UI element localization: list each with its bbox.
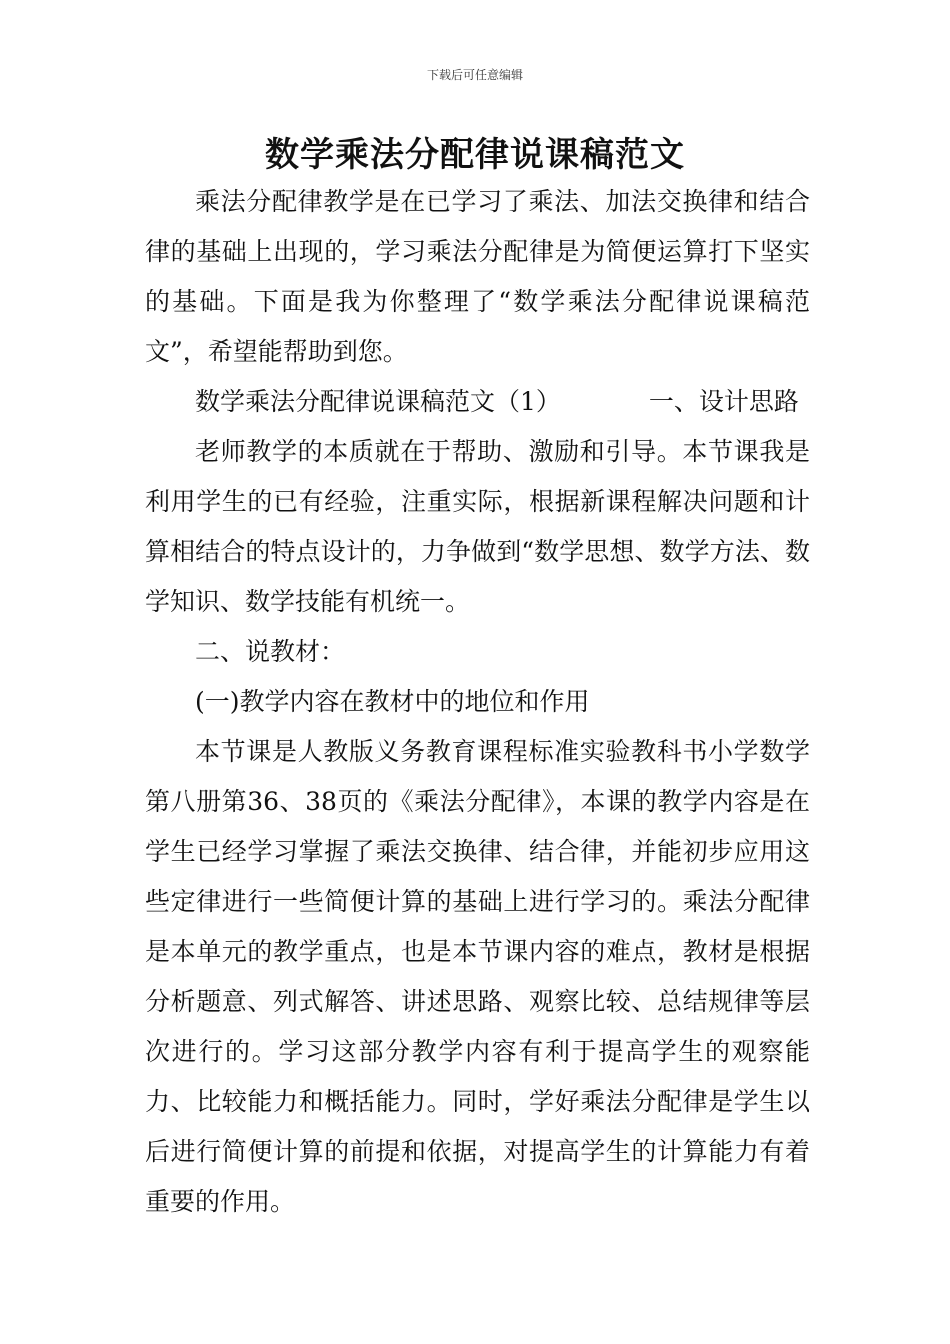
position-heading: (一)教学内容在教材中的地位和作用 <box>195 687 590 716</box>
page-header-note: 下载后可任意编辑 <box>426 68 523 82</box>
position-paragraph: 本节课是人教版义务教育课程标准实验教科书小学数学第八册第36、38页的《乘法分配律》，本课的教学内容是在学生已经学习掌握了乘法交换律、结合律，并能初步应用这些定律进行一些简便计算的基础上进行学习的。乘法分配律是本单元的教学重点，也是本节课内容的难点，教材是根据分析题意、列式解答、讲述思路、观察比较、总结规律等层次进行的。学习这部分教学内容有利于提高学生的观察能力、比较能力和概括能力。同时，学好乘法分配律是学生以后进行简便计算的前提和依据，对提高学生的计算能力有着重要的作用。 <box>145 737 810 1216</box>
textbook-heading: 二、说教材： <box>195 637 346 666</box>
design-paragraph: 老师教学的本质就在于帮助、激励和引导。本节课我是利用学生的已有经验，注重实际，根据新课程解决问题和计算相结合的特点设计的，力争做到“数学思想、数学方法、数学知识、数学技能有机统一。 <box>145 437 810 616</box>
design-heading: 一、设计思路 <box>648 387 799 416</box>
section-title: 数学乘法分配律说课稿范文（1） <box>195 387 561 416</box>
document-body <box>145 177 810 1227</box>
document-title: 数学乘法分配律说课稿范文 <box>265 135 685 175</box>
section-heading-line <box>145 377 810 427</box>
intro-paragraph: 乘法分配律教学是在已学习了乘法、加法交换律和结合律的基础上出现的，学习乘法分配律是为简便运算打下坚实的基础。下面是我为你整理了“数学乘法分配律说课稿范文”，希望能帮助到您。 <box>145 187 810 366</box>
